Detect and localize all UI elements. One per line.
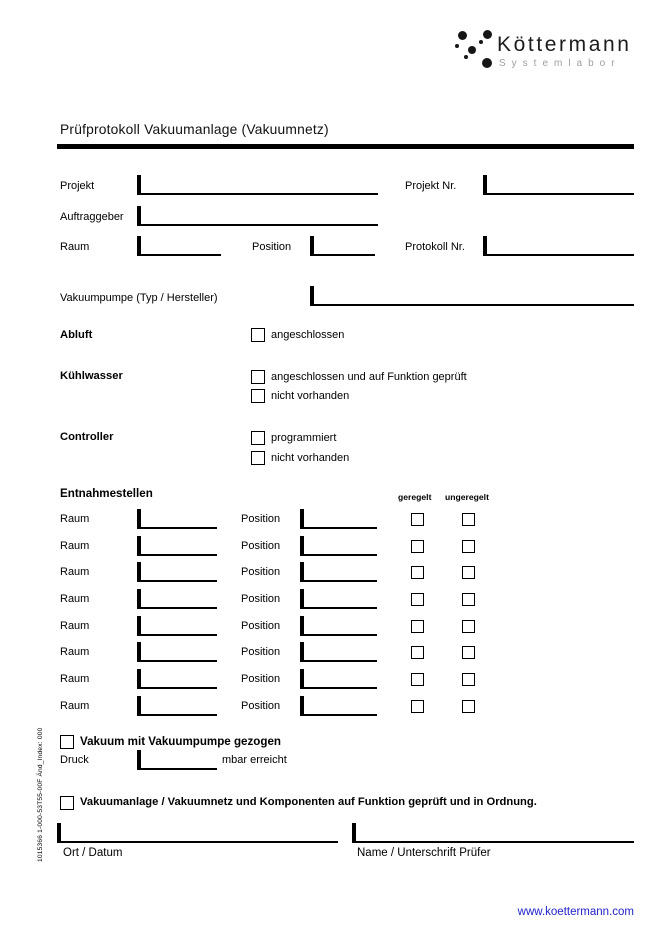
entnahmestelle-row	[0, 562, 663, 583]
raum-label: Raum	[60, 593, 90, 605]
druck-label: Druck	[60, 754, 89, 766]
raum-field[interactable]	[137, 536, 217, 556]
ungeregelt-checkbox[interactable]	[462, 513, 475, 526]
kuehlwasser-nicht-vorhanden-checkbox[interactable]	[251, 389, 265, 403]
raum-field[interactable]	[137, 589, 217, 609]
position-label: Position	[241, 593, 281, 605]
logo-dot	[479, 40, 484, 45]
position-label: Position	[241, 513, 281, 525]
auftraggeber-label: Auftraggeber	[60, 211, 124, 223]
kuehlwasser-option1-label: angeschlossen und auf Funktion geprüft	[271, 371, 467, 383]
document-code: 1015366 1-000-53T55-00F Änd_Index: 000	[37, 727, 44, 862]
protokoll-nr-label: Protokoll Nr.	[405, 241, 465, 253]
controller-label: Controller	[60, 431, 114, 443]
abluft-label: Abluft	[60, 329, 93, 341]
ungeregelt-checkbox[interactable]	[462, 673, 475, 686]
controller-programmiert-checkbox[interactable]	[251, 431, 265, 445]
raum-label: Raum	[60, 700, 90, 712]
geregelt-checkbox[interactable]	[411, 513, 424, 526]
logo-dot	[482, 58, 492, 68]
logo-dot	[483, 30, 492, 39]
position-field[interactable]	[310, 236, 375, 256]
abluft-option-label: angeschlossen	[271, 329, 345, 341]
entnahmestelle-row	[0, 589, 663, 610]
raum-field[interactable]	[137, 236, 221, 256]
logo-dot	[455, 44, 460, 49]
kuehlwasser-option2-label: nicht vorhanden	[271, 390, 350, 402]
brand-tagline: Systemlabor	[499, 58, 621, 69]
position-field[interactable]	[300, 616, 377, 636]
geregelt-checkbox[interactable]	[411, 700, 424, 713]
position-field[interactable]	[300, 562, 377, 582]
koettermann-logo-icon	[450, 28, 498, 74]
kuehlwasser-label: Kühlwasser	[60, 370, 123, 382]
raum-label: Raum	[60, 566, 90, 578]
abluft-angeschlossen-checkbox[interactable]	[251, 328, 265, 342]
raum-label: Raum	[60, 540, 90, 552]
geregelt-checkbox[interactable]	[411, 620, 424, 633]
projekt-label: Projekt	[60, 180, 95, 192]
entnahmestellen-label: Entnahmestellen	[60, 487, 153, 500]
controller-nicht-vorhanden-checkbox[interactable]	[251, 451, 265, 465]
raum-field[interactable]	[137, 696, 217, 716]
logo-dot	[464, 55, 469, 60]
vakuumpumpe-label: Vakuumpumpe (Typ / Hersteller)	[60, 292, 218, 304]
ungeregelt-column-header: ungeregelt	[445, 492, 489, 502]
entnahmestelle-row	[0, 669, 663, 690]
funktion-geprueft-label: Vakuumanlage / Vakuumnetz und Komponenten auf Funktion geprüft und in Ordnung.	[80, 796, 537, 808]
raum-label: Raum	[60, 646, 90, 658]
geregelt-checkbox[interactable]	[411, 646, 424, 659]
position-label: Position	[241, 700, 281, 712]
logo-dot	[468, 46, 476, 54]
ort-datum-field[interactable]	[57, 823, 338, 843]
position-label: Position	[241, 566, 281, 578]
projekt-field[interactable]	[137, 175, 378, 195]
raum-field[interactable]	[137, 669, 217, 689]
auftraggeber-field[interactable]	[137, 206, 378, 226]
name-unterschrift-field[interactable]	[352, 823, 634, 843]
geregelt-checkbox[interactable]	[411, 593, 424, 606]
position-field[interactable]	[300, 669, 377, 689]
kuehlwasser-funktion-checkbox[interactable]	[251, 370, 265, 384]
controller-option1-label: programmiert	[271, 432, 337, 444]
vakuum-gezogen-checkbox[interactable]	[60, 735, 74, 749]
vakuum-gezogen-label: Vakuum mit Vakuumpumpe gezogen	[80, 735, 281, 748]
raum-field[interactable]	[137, 509, 217, 529]
raum-field[interactable]	[137, 562, 217, 582]
ungeregelt-checkbox[interactable]	[462, 620, 475, 633]
controller-option2-label: nicht vorhanden	[271, 452, 350, 464]
page-title: Prüfprotokoll Vakuumanlage (Vakuumnetz)	[60, 122, 329, 137]
mbar-erreicht-label: mbar erreicht	[222, 754, 287, 766]
geregelt-column-header: geregelt	[398, 492, 432, 502]
druck-field[interactable]	[137, 750, 217, 770]
entnahmestelle-row	[0, 509, 663, 530]
position-field[interactable]	[300, 642, 377, 662]
title-rule	[57, 144, 634, 149]
raum-label: Raum	[60, 673, 90, 685]
geregelt-checkbox[interactable]	[411, 673, 424, 686]
entnahmestelle-row	[0, 616, 663, 637]
position-label: Position	[241, 620, 281, 632]
funktion-geprueft-checkbox[interactable]	[60, 796, 74, 810]
ungeregelt-checkbox[interactable]	[462, 700, 475, 713]
geregelt-checkbox[interactable]	[411, 566, 424, 579]
entnahmestelle-row	[0, 642, 663, 663]
raum-label: Raum	[60, 513, 90, 525]
projekt-nr-label: Projekt Nr.	[405, 180, 457, 192]
position-field[interactable]	[300, 589, 377, 609]
raum-field[interactable]	[137, 642, 217, 662]
ungeregelt-checkbox[interactable]	[462, 646, 475, 659]
position-label: Position	[241, 673, 281, 685]
ungeregelt-checkbox[interactable]	[462, 566, 475, 579]
raum-label: Raum	[60, 241, 90, 253]
position-label: Position	[241, 646, 281, 658]
name-unterschrift-label: Name / Unterschrift Prüfer	[357, 847, 491, 859]
position-label: Position	[241, 540, 281, 552]
raum-field[interactable]	[137, 616, 217, 636]
protokoll-nr-field[interactable]	[483, 236, 634, 256]
geregelt-checkbox[interactable]	[411, 540, 424, 553]
position-field[interactable]	[300, 509, 377, 529]
website-link[interactable]: www.koettermann.com	[517, 906, 634, 918]
raum-label: Raum	[60, 620, 90, 632]
position-field[interactable]	[300, 696, 377, 716]
ort-datum-label: Ort / Datum	[63, 847, 123, 859]
entnahmestelle-row	[0, 536, 663, 557]
ungeregelt-checkbox[interactable]	[462, 540, 475, 553]
position-label: Position	[252, 241, 292, 253]
logo-dot	[458, 31, 467, 40]
entnahmestelle-row	[0, 696, 663, 717]
position-field[interactable]	[300, 536, 377, 556]
brand-name: Köttermann	[497, 33, 632, 56]
projekt-nr-field[interactable]	[483, 175, 634, 195]
vakuumpumpe-field[interactable]	[310, 286, 634, 306]
ungeregelt-checkbox[interactable]	[462, 593, 475, 606]
